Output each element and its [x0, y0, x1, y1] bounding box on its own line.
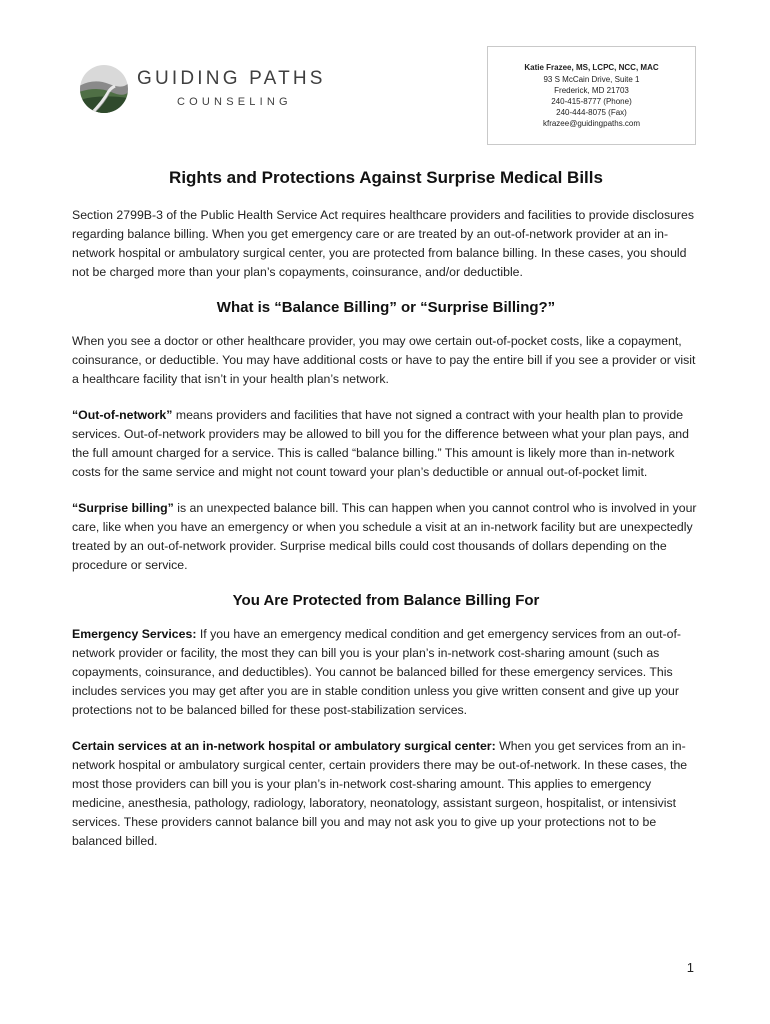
out-of-network-paragraph	[72, 406, 700, 482]
section-heading-balance-billing: What is “Balance Billing” or “Surprise Billing?”	[216, 299, 556, 316]
contact-name: Katie Frazee, MS, LCPC, NCC, MAC	[524, 63, 659, 72]
logo-title: GUIDING PATHS	[137, 68, 326, 89]
contact-fax: 240-444-8075 (Fax)	[556, 108, 627, 117]
document-body	[72, 168, 700, 868]
logo-subtitle: COUNSELING	[177, 96, 292, 108]
contact-info-box	[487, 46, 696, 145]
surprise-billing-paragraph	[72, 499, 700, 575]
surprise-billing-term: “Surprise billing”	[72, 501, 174, 515]
contact-address: 93 S McCain Drive, Suite 1	[543, 75, 640, 84]
surprise-billing-text: is an unexpected balance bill. This can happen when you cannot control who is involved in your care, like when you have an emergency or when you schedule a visit at an in-network facility but are unexpectedly treated by an out-of-network provider. Surprise medical bills could cost thousands of dollars depending on the procedure or service.	[72, 501, 697, 572]
road-landscape-logo-icon	[79, 64, 129, 114]
page-number: 1	[686, 960, 694, 975]
intro-paragraph: Section 2799B-3 of the Public Health Service Act requires healthcare providers and facilities to provide disclosures regarding balance billing. When you get emergency care or are treated by an out-of-network provider at an in-network hospital or ambulatory surgical center, you are protected from balance billing. In these cases, you should not be charged more than your plan’s copayments, coinsurance, and/or deductible.	[72, 208, 695, 279]
document-title: Rights and Protections Against Surprise Medical Bills	[169, 168, 603, 187]
practice-logo	[79, 62, 329, 118]
certain-services-text: When you get services from an in-network hospital or ambulatory surgical center, certain providers there may be out-of-network. In these cases, the most those providers can bill you is your plan’s in-network cost-sharing amount. This applies to emergency medicine, anesthesia, pathology, radiology, laboratory, neonatology, assistant surgeon, hospitalist, or intensivist services. These providers cannot balance bill you and may not ask you to give up your protections not to be balanced billed.	[72, 739, 688, 848]
out-of-network-text: means providers and facilities that have not signed a contract with your health plan to provide services. Out-of-network providers may be allowed to bill you for the difference between what your plan pays, and the full amount charged for a service. This is called “balance billing.” This amount is likely more than in-network costs for the same service and might not count toward your plan’s deductible or annual out-of-pocket limit.	[72, 408, 689, 479]
emergency-services-text: If you have an emergency medical condition and get emergency services from an out-of-network provider or facility, the most they can bill you is your plan’s in-network cost-sharing amount (such as copayments, coinsurance, and deductibles). You cannot be balanced billed for these emergency services. This includes services you may get after you are in stable condition unless you give written consent and give up your protections not to be balanced billed for these post-stabilization services.	[72, 627, 682, 717]
certain-services-term: Certain services at an in-network hospital or ambulatory surgical center:	[72, 739, 496, 753]
emergency-services-term: Emergency Services:	[72, 627, 197, 641]
contact-city: Frederick, MD 21703	[554, 86, 629, 95]
emergency-services-paragraph	[72, 625, 700, 720]
contact-email: kfrazee@guidingpaths.com	[542, 119, 641, 128]
out-of-network-term: “Out-of-network”	[72, 408, 173, 422]
section-heading-protected: You Are Protected from Balance Billing For	[232, 592, 540, 609]
contact-phone: 240-415-8777 (Phone)	[551, 97, 632, 106]
balance-billing-paragraph: When you see a doctor or other healthcare provider, you may owe certain out-of-pocket costs, like a copayment, coinsurance, or deductible. You may have additional costs or have to pay the entire bill if you see a provider or visit a healthcare facility that isn’t in your health plan’s network.	[72, 334, 696, 386]
certain-services-paragraph	[72, 737, 700, 851]
